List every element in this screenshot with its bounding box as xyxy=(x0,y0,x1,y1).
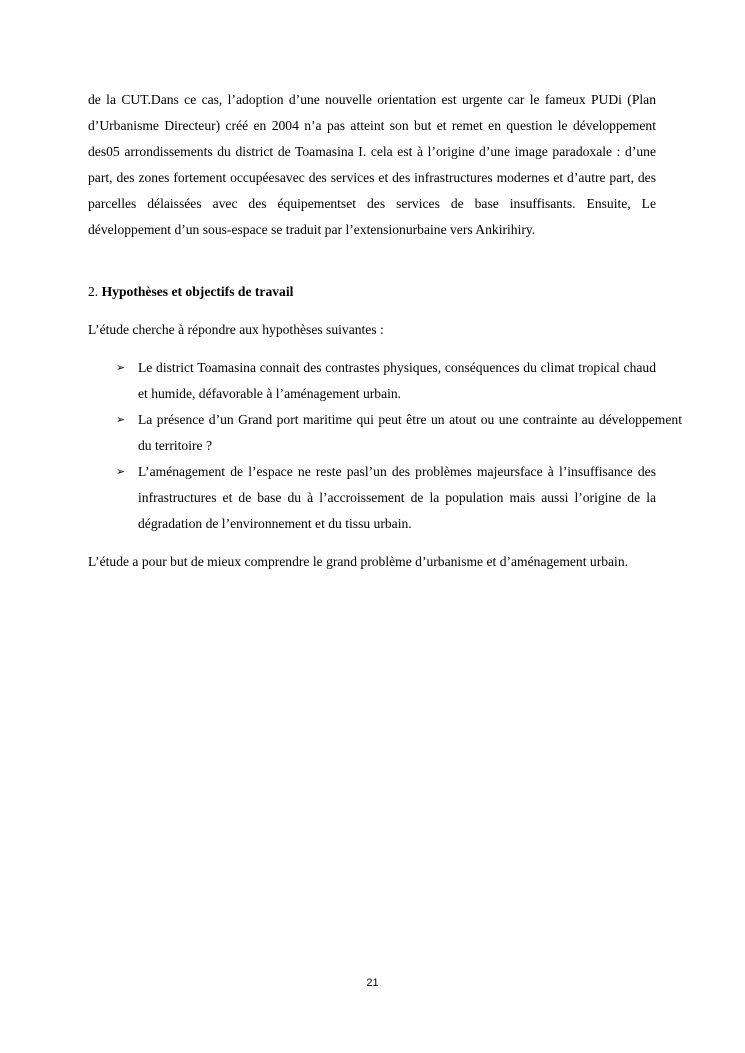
section-title: Hypothèses et objectifs de travail xyxy=(101,284,294,299)
arrow-bullet-icon: ➢ xyxy=(116,361,126,374)
list-item xyxy=(116,407,682,459)
goal-paragraph: L’étude a pour but de mieux comprendre le grand problème d’urbanisme et d’aménagement urbain. xyxy=(88,554,629,569)
intro-paragraph: de la CUT.Dans ce cas, l’adoption d’une nouvelle orientation est urgente car le fameux PUDi (Plan d’Urbanisme Directeur) créé en 2004 n’a pas atteint son but et remet en question le développement des05 arrondissements du district de Toamasina I. cela est à l’origine d’une image paradoxale : d’une part, des zones fortement occupéesavec des services et des infrastructures modernes et d’autre part, des parcelles délaissées avec des équipementset des services de base insuffisants. Ensuite, Le développement d’un sous-espace se traduit par l’extensionurbaine vers Ankirihiry. xyxy=(88,92,656,237)
list-item-text: La présence d’un Grand port maritime qui peut être un atout ou une contrainte au développement du territoire ? xyxy=(138,412,682,453)
list-item-text: Le district Toamasina connait des contrastes physiques, conséquences du climat tropical chaud et humide, défavorable à l’aménagement urbain. xyxy=(138,360,656,401)
section-number: 2. xyxy=(88,284,99,299)
list-item xyxy=(116,459,656,537)
lead-paragraph: L’étude cherche à répondre aux hypothèses suivantes : xyxy=(88,322,384,337)
hypotheses-list xyxy=(116,355,682,537)
arrow-bullet-icon: ➢ xyxy=(116,413,126,426)
section-heading xyxy=(88,279,293,305)
page-number: 21 xyxy=(366,977,379,989)
list-item xyxy=(116,355,656,407)
arrow-bullet-icon: ➢ xyxy=(116,465,126,478)
list-item-text: L’aménagement de l’espace ne reste pasl’un des problèmes majeursface à l’insuffisance des infrastructures et de base du à l’accroissement de la population mais aussi l’origine de la dégradation de l’environnement et du tissu urbain. xyxy=(138,464,656,531)
